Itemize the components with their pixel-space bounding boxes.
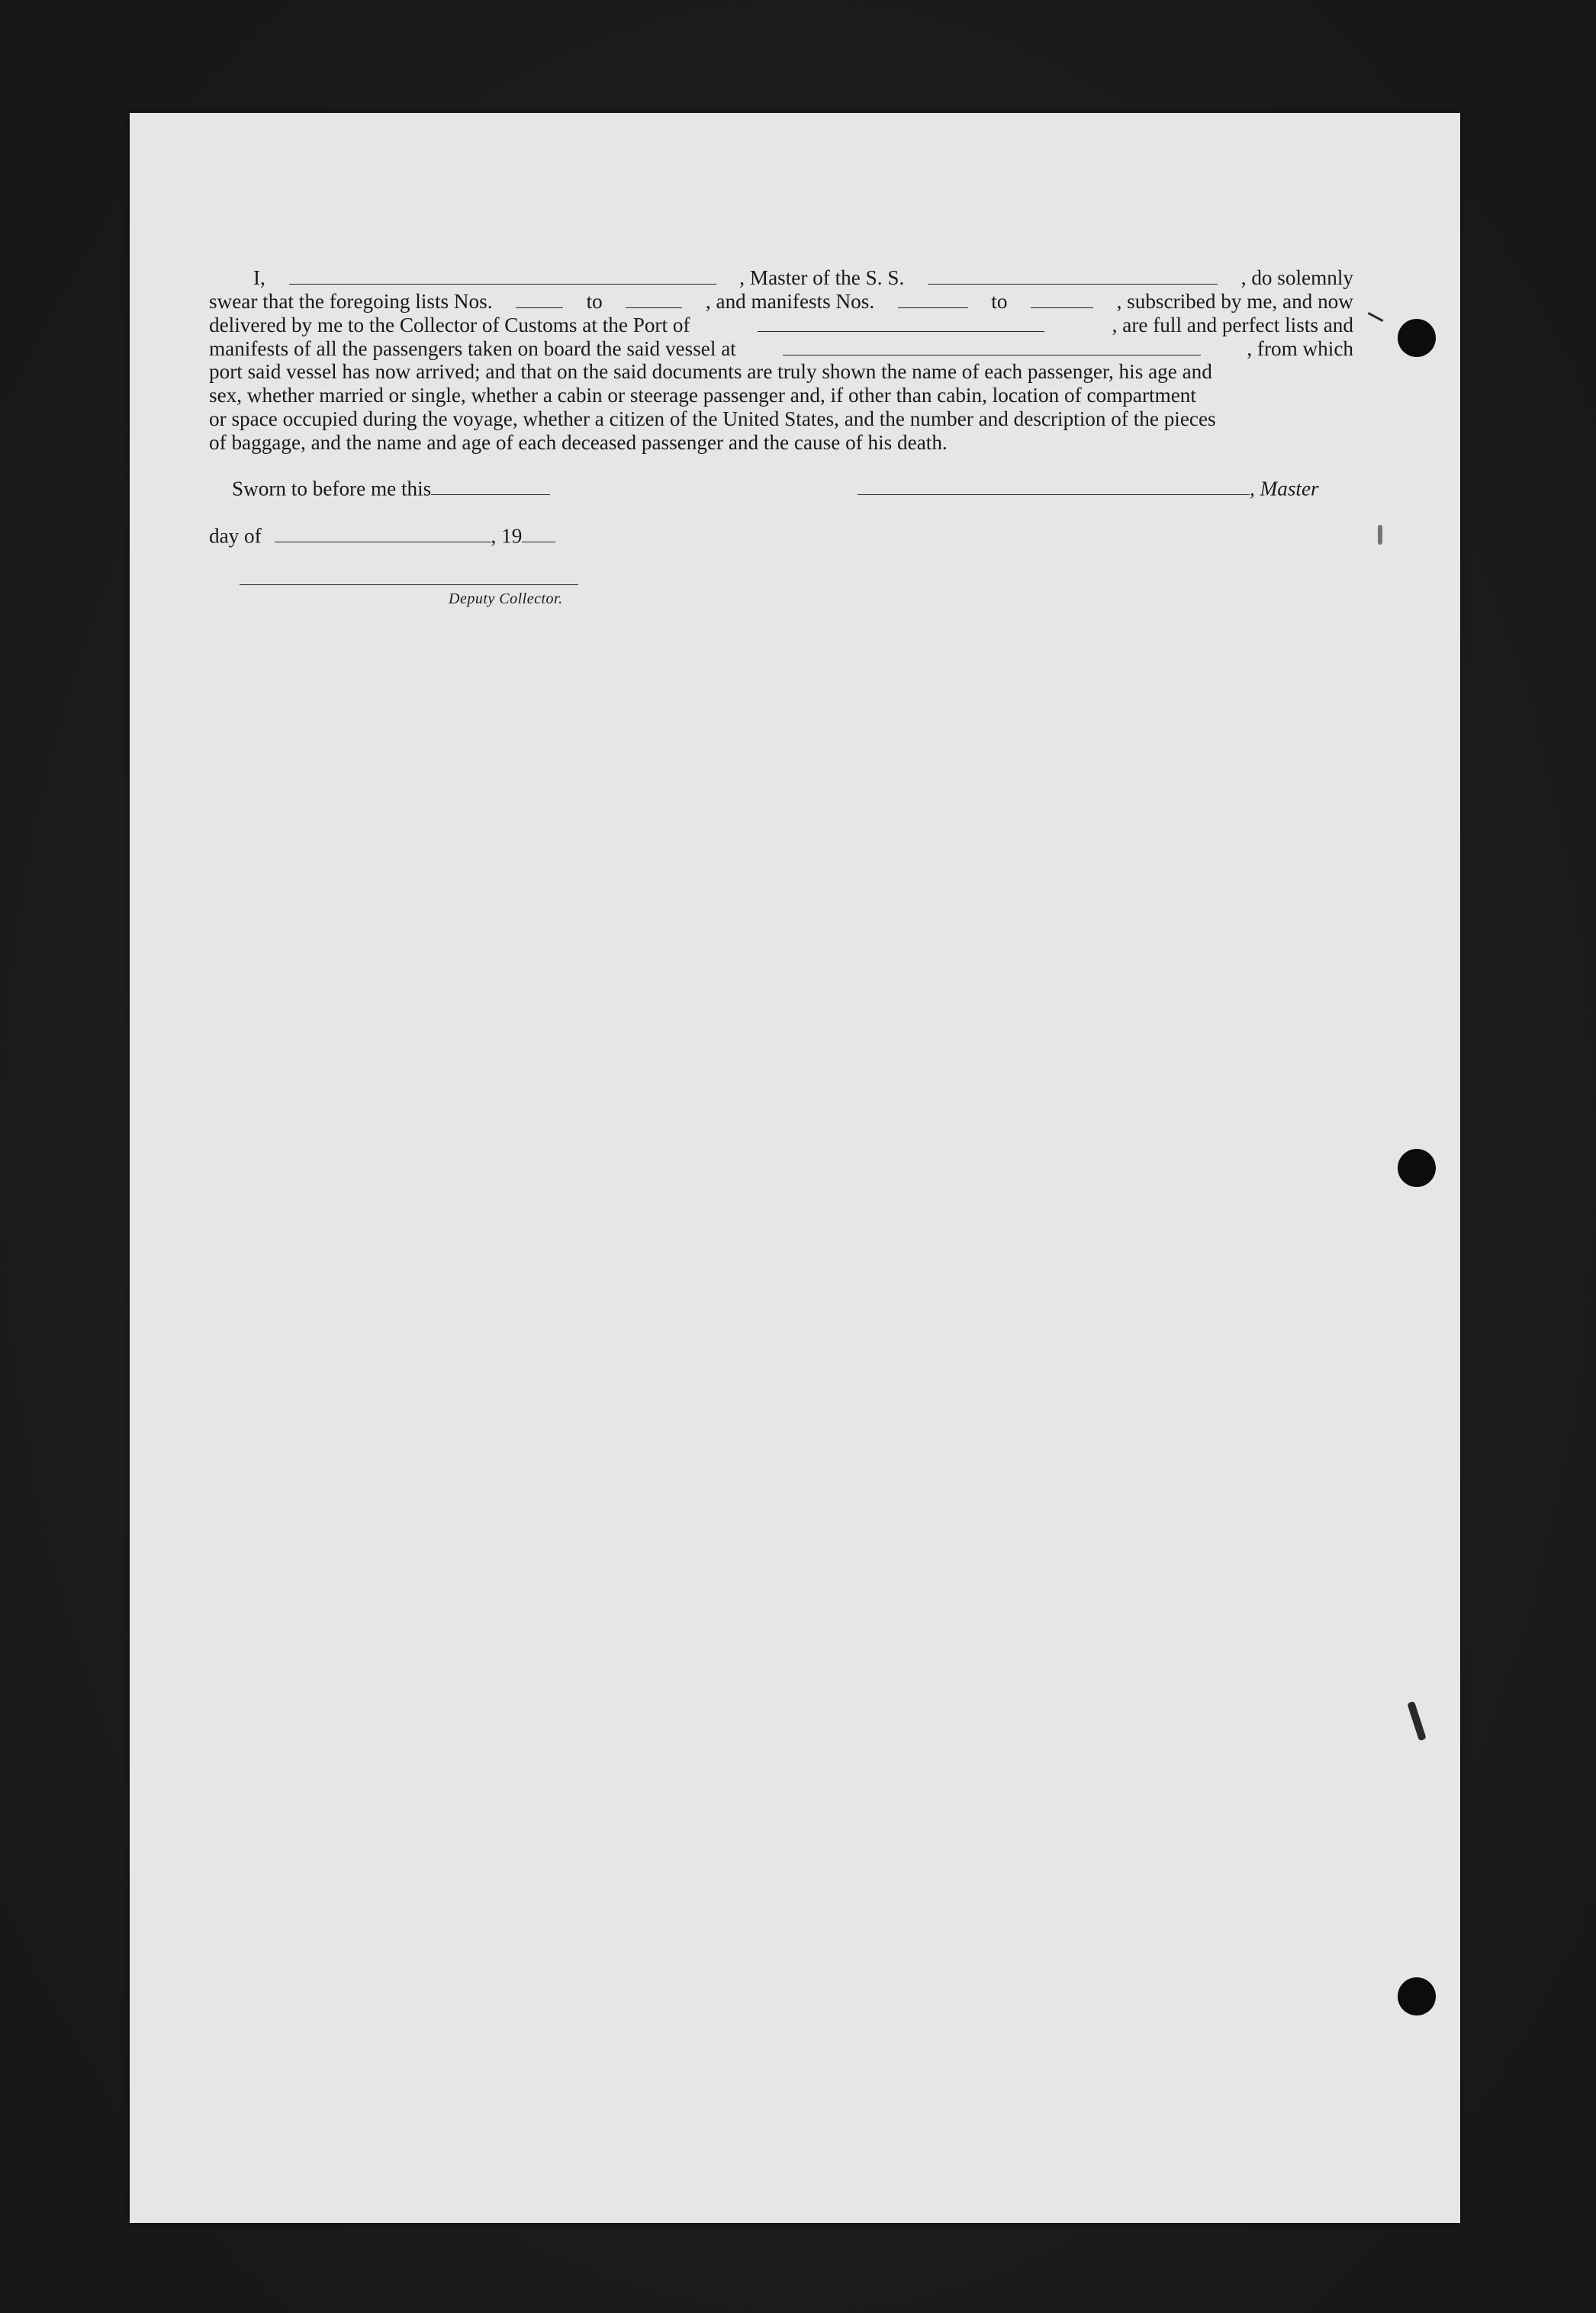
scan-blemish [1407,1701,1427,1742]
day-of-label: day of [209,524,262,548]
oath-line-8 [209,431,1353,455]
oath-text-7: or space occupied during the voyage, whether a citizen of the United States, and the number and description of the pieces [209,407,1216,430]
oath-to-1: to [586,290,603,314]
oath-subscribed: , subscribed by me, and now [1116,290,1353,314]
oath-text-8: of baggage, and the name and age of each deceased passenger and the cause of his death. [209,431,948,454]
deputy-signature-line[interactable] [240,584,578,585]
oath-line-3 [209,313,1353,336]
master-name-blank[interactable] [289,265,716,285]
master-signature [858,476,1319,500]
oath-text-5: port said vessel has now arrived; and that on the said documents are truly shown the name of each passenger, his age and [209,360,1212,383]
oath-line-2 [209,289,1353,313]
day-of-statement [209,523,555,548]
oath-port-of: delivered by me to the Collector of Customs at the Port of [209,314,690,337]
master-signature-blank[interactable] [858,476,1250,495]
scan-blemish [1368,312,1384,322]
oath-line-7 [209,407,1353,431]
oath-line-5 [209,360,1353,384]
oath-to-2: to [991,290,1008,314]
oath-pronoun: I, [253,266,265,290]
oath-paragraph [209,265,1353,455]
oath-lists-nos: swear that the foregoing lists Nos. [209,290,493,314]
punch-hole-top [1398,319,1436,357]
oath-manifests-nos: , and manifests Nos. [705,290,875,314]
manifests-to-blank[interactable] [1031,289,1093,308]
oath-from-which: , from which [1247,337,1353,361]
form-sheet [130,113,1460,2223]
sworn-statement [232,476,550,500]
year-blank[interactable] [522,523,555,542]
oath-line-4 [209,336,1353,360]
sworn-label: Sworn to before me this [232,477,432,500]
scan-blemish [1378,525,1382,545]
punch-hole-bottom [1398,1977,1436,2015]
sworn-day-blank[interactable] [431,476,550,495]
oath-full-perfect: , are full and perfect lists and [1112,314,1353,337]
punch-hole-middle [1398,1149,1436,1187]
oath-vessel-at: manifests of all the passengers taken on board the said vessel at [209,337,736,361]
oath-line-6 [209,384,1353,407]
ship-name-blank[interactable] [928,265,1218,285]
departure-port-blank[interactable] [783,336,1201,355]
year-prefix: , 19 [491,524,523,548]
oath-do-solemnly: , do solemnly [1240,266,1353,290]
lists-from-blank[interactable] [516,289,563,308]
deputy-collector-label: Deputy Collector. [449,590,563,607]
master-label: , Master [1250,477,1319,500]
month-blank[interactable] [275,523,491,542]
port-blank[interactable] [758,313,1044,332]
oath-master-of-ss: , Master of the S. S. [739,266,905,290]
oath-text-6: sex, whether married or single, whether a cabin or steerage passenger and, if other than cabin, location of compartment [209,384,1196,407]
oath-line-1 [209,265,1353,289]
manifests-from-blank[interactable] [898,289,968,308]
lists-to-blank[interactable] [626,289,682,308]
